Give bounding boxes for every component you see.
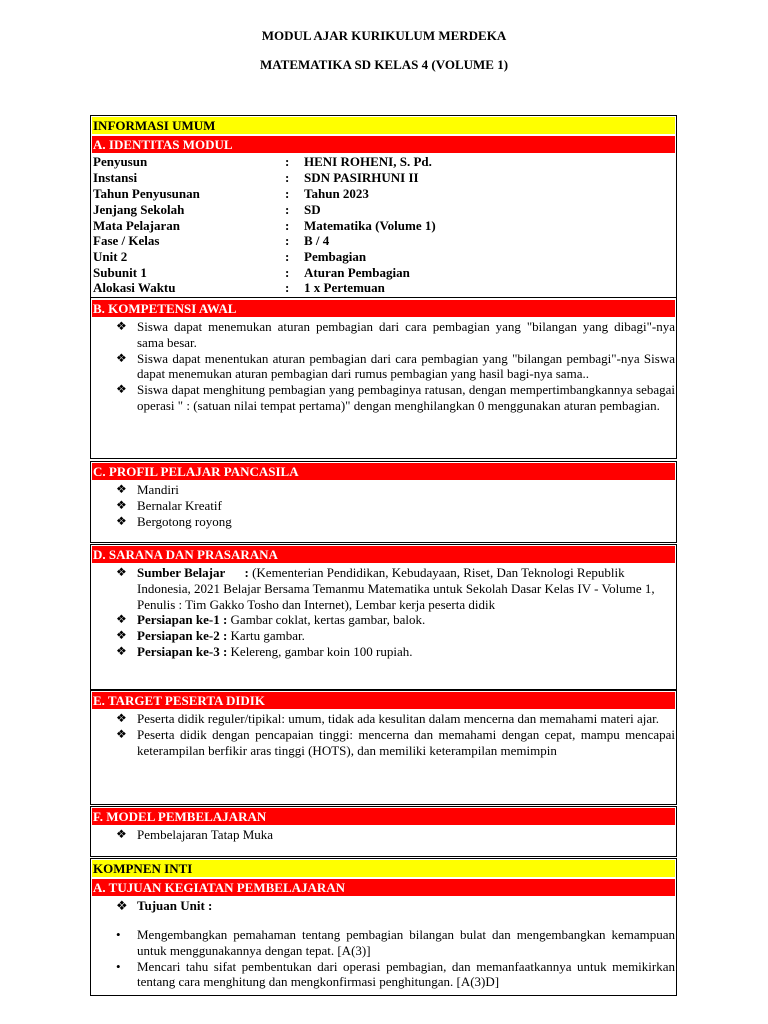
identity-colon: : — [285, 218, 290, 233]
list-item — [116, 827, 675, 843]
list-item — [116, 711, 675, 727]
list-item — [116, 498, 675, 514]
identity-colon: : — [285, 233, 290, 248]
diamond-bullet-icon: ❖ — [116, 497, 127, 512]
list-item — [116, 565, 664, 612]
identity-colon: : — [285, 202, 290, 217]
list-item — [116, 628, 664, 644]
identity-colon: : — [285, 154, 290, 169]
profil-list — [116, 482, 675, 529]
item-text: Bergotong royong — [137, 513, 232, 529]
identity-value: Matematika (Volume 1) — [304, 218, 436, 233]
list-item — [116, 482, 675, 498]
item-text: Kelereng, gambar koin 100 rupiah. — [227, 643, 413, 659]
identity-key: Jenjang Sekolah — [93, 202, 185, 217]
diamond-bullet-icon: ❖ — [116, 482, 127, 496]
target-list — [116, 711, 675, 758]
section-target-peserta: E. TARGET PESERTA DIDIK — [92, 692, 675, 709]
item-text: Siswa dapat menentukan aturan pembagian dari cara pembagian yang "bilangan pembagi"-nya Siswa dapat menemukan aturan pembagian dari rumus pembagian yang hasil bagi-nya sama.. — [137, 350, 675, 382]
diamond-bullet-icon: ❖ — [116, 643, 127, 658]
identity-value: B / 4 — [304, 233, 330, 248]
item-text: Kartu gambar. — [227, 628, 305, 644]
item-label: Sumber Belajar : — [137, 565, 249, 580]
identity-value: SDN PASIRHUNI II — [304, 170, 419, 185]
identity-value: SD — [304, 202, 321, 217]
tujuan-list — [116, 927, 675, 990]
identity-value: Aturan Pembagian — [304, 265, 410, 280]
diamond-bullet-icon: ❖ — [116, 726, 127, 741]
section-sarana-prasarana: D. SARANA DAN PRASARANA — [92, 546, 675, 563]
identity-value: Tahun 2023 — [304, 186, 369, 201]
list-item — [116, 927, 675, 959]
diamond-bullet-icon: ❖ — [116, 513, 127, 528]
identity-key: Penyusun — [93, 154, 148, 169]
item-text: Mencari tahu sifat pembentukan dari operasi pembagian, dan memanfaatkannya untuk memikirkan tentang cara menghitung dan mengkonfirmasi penghitungan. [A(3)D] — [137, 958, 675, 990]
item-label: Persiapan ke-1 : — [137, 612, 228, 628]
identity-colon: : — [285, 280, 290, 295]
identity-value: HENI ROHENI, S. Pd. — [304, 154, 432, 169]
diamond-bullet-icon: ❖ — [116, 382, 127, 397]
identity-key: Alokasi Waktu — [93, 280, 176, 295]
list-item — [116, 351, 675, 383]
section-informasi-umum: INFORMASI UMUM — [92, 117, 675, 134]
item-text: Pembelajaran Tatap Muka — [137, 827, 274, 842]
diamond-bullet-icon: ❖ — [116, 711, 127, 725]
list-item — [116, 612, 664, 628]
identity-colon: : — [285, 249, 290, 264]
diamond-bullet-icon: ❖ — [116, 350, 127, 365]
list-item — [116, 727, 675, 759]
kompetensi-list — [116, 319, 675, 414]
section-kompetensi-awal: B. KOMPETENSI AWAL — [92, 300, 675, 317]
item-text: Bernalar Kreatif — [137, 497, 222, 513]
item-text: Mengembangkan pemahaman tentang pembagian bilangan bulat dan mengembangkan kemampuan untuk menggunakannya dengan tepat. [A(3)] — [137, 927, 675, 958]
list-item — [116, 514, 675, 530]
item-text: (Kementerian Pendidikan, Kebudayaan, Riset, Dan Teknologi Republik Indonesia, 2021 Belajar Bersama Temanmu Matematika untuk Sekolah Dasar Kelas IV - Volume 1, Penulis : Tim Gakko Tosho dan Internet), Lembar kerja peserta didik — [137, 565, 655, 612]
identity-key: Subunit 1 — [93, 265, 147, 280]
list-item — [116, 382, 675, 414]
item-text: Mandiri — [137, 482, 179, 497]
tujuan-unit-label: Tujuan Unit : — [137, 898, 213, 913]
diamond-bullet-icon: ❖ — [116, 319, 127, 333]
list-item — [116, 319, 675, 351]
section-tujuan-kegiatan: A. TUJUAN KEGIATAN PEMBELAJARAN — [92, 879, 675, 896]
identity-colon: : — [285, 265, 290, 280]
diamond-bullet-icon: ❖ — [116, 628, 127, 643]
item-text: Peserta didik dengan pencapaian tinggi: mencerna dan memahami dengan cepat, mampu mencapai keterampilan berfikir aras tinggi (HOTS), dan memiliki keterampilan memimpin — [137, 726, 675, 758]
list-item — [116, 959, 675, 991]
document-subtitle: MATEMATIKA SD KELAS 4 (VOLUME 1) — [259, 57, 509, 72]
diamond-bullet-icon: ❖ — [116, 827, 127, 841]
identity-key: Mata Pelajaran — [93, 218, 181, 233]
bullet-dot-icon: • — [116, 927, 121, 942]
diamond-bullet-icon: ❖ — [116, 565, 127, 579]
section-profil-pelajar: C. PROFIL PELAJAR PANCASILA — [92, 463, 675, 480]
identity-colon: : — [285, 170, 290, 185]
identity-key: Tahun Penyusunan — [93, 186, 200, 201]
item-label: Persiapan ke-2 : — [137, 628, 228, 644]
sarana-list — [116, 565, 664, 660]
diamond-bullet-icon: ❖ — [116, 898, 128, 913]
section-identitas-modul: A. IDENTITAS MODUL — [92, 136, 675, 153]
item-text: Siswa dapat menghitung pembagian yang pembaginya ratusan, dengan mempertimbangkannya sebagai operasi " : (satuan nilai tempat pertama)" dengan menghilangkan 0 menggunakan aturan pembagian. — [137, 382, 675, 413]
list-item — [116, 644, 664, 660]
identity-key: Unit 2 — [93, 249, 128, 264]
item-label: Persiapan ke-3 : — [137, 643, 228, 659]
identity-value: Pembagian — [304, 249, 367, 264]
identity-value: 1 x Pertemuan — [304, 280, 385, 295]
item-text: Gambar coklat, kertas gambar, balok. — [227, 612, 426, 628]
bullet-dot-icon: • — [116, 958, 121, 974]
item-text: Siswa dapat menemukan aturan pembagian dari cara pembagian yang "bilangan yang dibagi"-nya sama besar. — [137, 319, 675, 350]
document-title: MODUL AJAR KURIKULUM MERDEKA — [261, 28, 507, 43]
diamond-bullet-icon: ❖ — [116, 612, 127, 627]
identity-key: Fase / Kelas — [93, 233, 160, 248]
model-list — [116, 827, 675, 843]
identity-colon: : — [285, 186, 290, 201]
section-komponen-inti: KOMPNEN INTI — [92, 860, 675, 877]
section-model-pembelajaran: F. MODEL PEMBELAJARAN — [92, 808, 675, 825]
identity-key: Instansi — [93, 170, 138, 185]
item-text: Peserta didik reguler/tipikal: umum, tidak ada kesulitan dalam mencerna dan memahami materi ajar. — [137, 711, 659, 726]
